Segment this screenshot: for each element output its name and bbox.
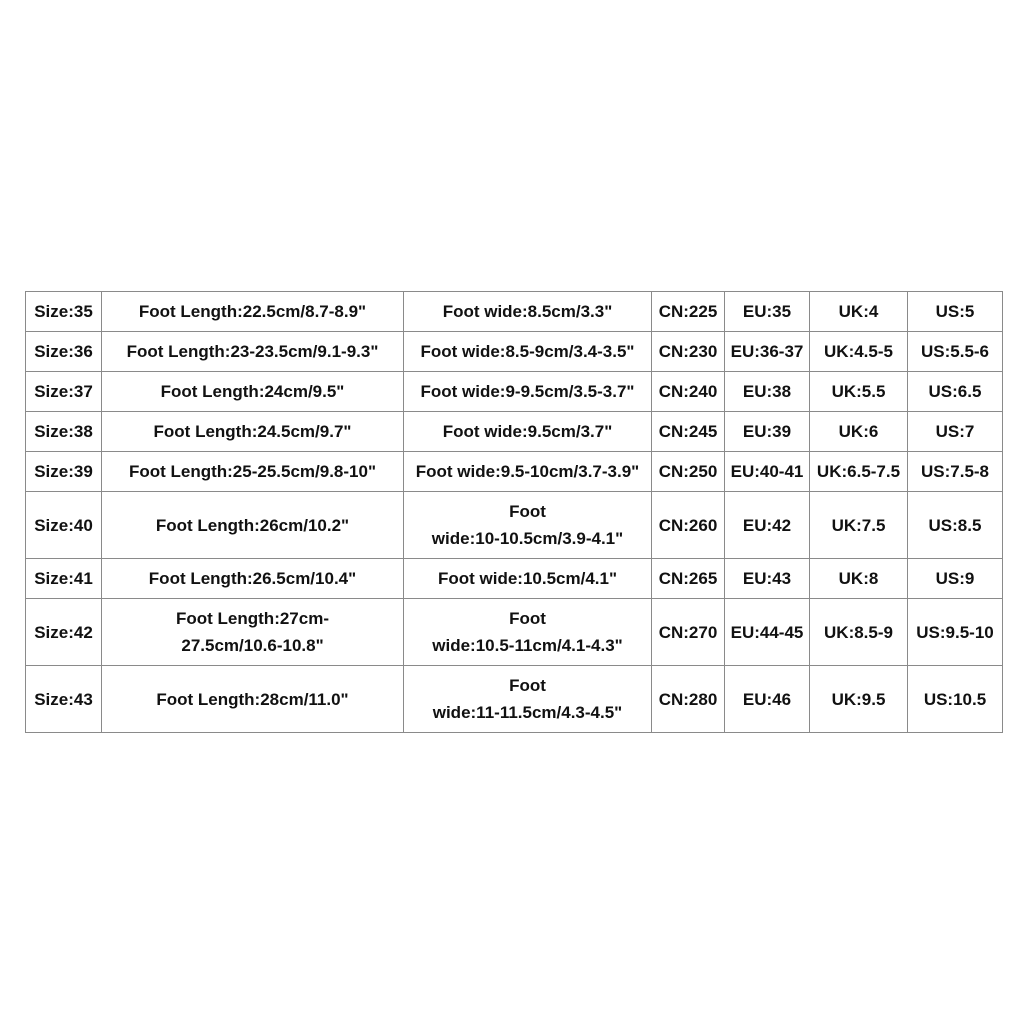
uk-size-cell: UK:5.5 [810, 372, 908, 412]
size-cell: Size:41 [26, 559, 102, 599]
us-size-cell: US:9.5-10 [908, 599, 1003, 666]
table-row [26, 332, 1003, 372]
foot-wide-cell: Foot wide:10.5cm/4.1" [404, 559, 652, 599]
foot-length-cell: Foot Length:24.5cm/9.7" [102, 412, 404, 452]
eu-size-cell: EU:35 [725, 292, 810, 332]
eu-size-cell: EU:39 [725, 412, 810, 452]
cn-size-cell: CN:265 [652, 559, 725, 599]
us-size-cell: US:7 [908, 412, 1003, 452]
uk-size-cell: UK:7.5 [810, 492, 908, 559]
foot-length-cell: Foot Length:23-23.5cm/9.1-9.3" [102, 332, 404, 372]
cn-size-cell: CN:240 [652, 372, 725, 412]
foot-length-cell: Foot Length:27cm- 27.5cm/10.6-10.8" [102, 599, 404, 666]
size-cell: Size:37 [26, 372, 102, 412]
cn-size-cell: CN:280 [652, 666, 725, 733]
table-row [26, 412, 1003, 452]
foot-length-cell: Foot Length:22.5cm/8.7-8.9" [102, 292, 404, 332]
foot-length-cell: Foot Length:26cm/10.2" [102, 492, 404, 559]
size-cell: Size:35 [26, 292, 102, 332]
us-size-cell: US:9 [908, 559, 1003, 599]
foot-wide-cell: Foot wide:8.5cm/3.3" [404, 292, 652, 332]
foot-wide-cell: Foot wide:9-9.5cm/3.5-3.7" [404, 372, 652, 412]
foot-length-cell: Foot Length:26.5cm/10.4" [102, 559, 404, 599]
foot-length-cell: Foot Length:25-25.5cm/9.8-10" [102, 452, 404, 492]
uk-size-cell: UK:9.5 [810, 666, 908, 733]
size-cell: Size:36 [26, 332, 102, 372]
table-row [26, 666, 1003, 733]
table-row [26, 372, 1003, 412]
eu-size-cell: EU:42 [725, 492, 810, 559]
size-cell: Size:39 [26, 452, 102, 492]
us-size-cell: US:6.5 [908, 372, 1003, 412]
us-size-cell: US:7.5-8 [908, 452, 1003, 492]
foot-length-cell: Foot Length:28cm/11.0" [102, 666, 404, 733]
us-size-cell: US:5 [908, 292, 1003, 332]
eu-size-cell: EU:36-37 [725, 332, 810, 372]
uk-size-cell: UK:6 [810, 412, 908, 452]
eu-size-cell: EU:46 [725, 666, 810, 733]
cn-size-cell: CN:225 [652, 292, 725, 332]
foot-wide-cell: Foot wide:10-10.5cm/3.9-4.1" [404, 492, 652, 559]
us-size-cell: US:8.5 [908, 492, 1003, 559]
eu-size-cell: EU:38 [725, 372, 810, 412]
eu-size-cell: EU:40-41 [725, 452, 810, 492]
uk-size-cell: UK:8 [810, 559, 908, 599]
table-row [26, 292, 1003, 332]
size-cell: Size:43 [26, 666, 102, 733]
foot-wide-cell: Foot wide:10.5-11cm/4.1-4.3" [404, 599, 652, 666]
cn-size-cell: CN:230 [652, 332, 725, 372]
table-row [26, 599, 1003, 666]
size-cell: Size:42 [26, 599, 102, 666]
table-row [26, 452, 1003, 492]
us-size-cell: US:5.5-6 [908, 332, 1003, 372]
foot-wide-cell: Foot wide:9.5-10cm/3.7-3.9" [404, 452, 652, 492]
eu-size-cell: EU:43 [725, 559, 810, 599]
uk-size-cell: UK:6.5-7.5 [810, 452, 908, 492]
size-cell: Size:38 [26, 412, 102, 452]
uk-size-cell: UK:4.5-5 [810, 332, 908, 372]
uk-size-cell: UK:8.5-9 [810, 599, 908, 666]
foot-length-cell: Foot Length:24cm/9.5" [102, 372, 404, 412]
size-cell: Size:40 [26, 492, 102, 559]
cn-size-cell: CN:260 [652, 492, 725, 559]
foot-wide-cell: Foot wide:9.5cm/3.7" [404, 412, 652, 452]
cn-size-cell: CN:245 [652, 412, 725, 452]
table-row [26, 559, 1003, 599]
table-row [26, 492, 1003, 559]
cn-size-cell: CN:270 [652, 599, 725, 666]
foot-wide-cell: Foot wide:8.5-9cm/3.4-3.5" [404, 332, 652, 372]
cn-size-cell: CN:250 [652, 452, 725, 492]
uk-size-cell: UK:4 [810, 292, 908, 332]
foot-wide-cell: Foot wide:11-11.5cm/4.3-4.5" [404, 666, 652, 733]
size-chart-table [25, 291, 1003, 733]
eu-size-cell: EU:44-45 [725, 599, 810, 666]
us-size-cell: US:10.5 [908, 666, 1003, 733]
